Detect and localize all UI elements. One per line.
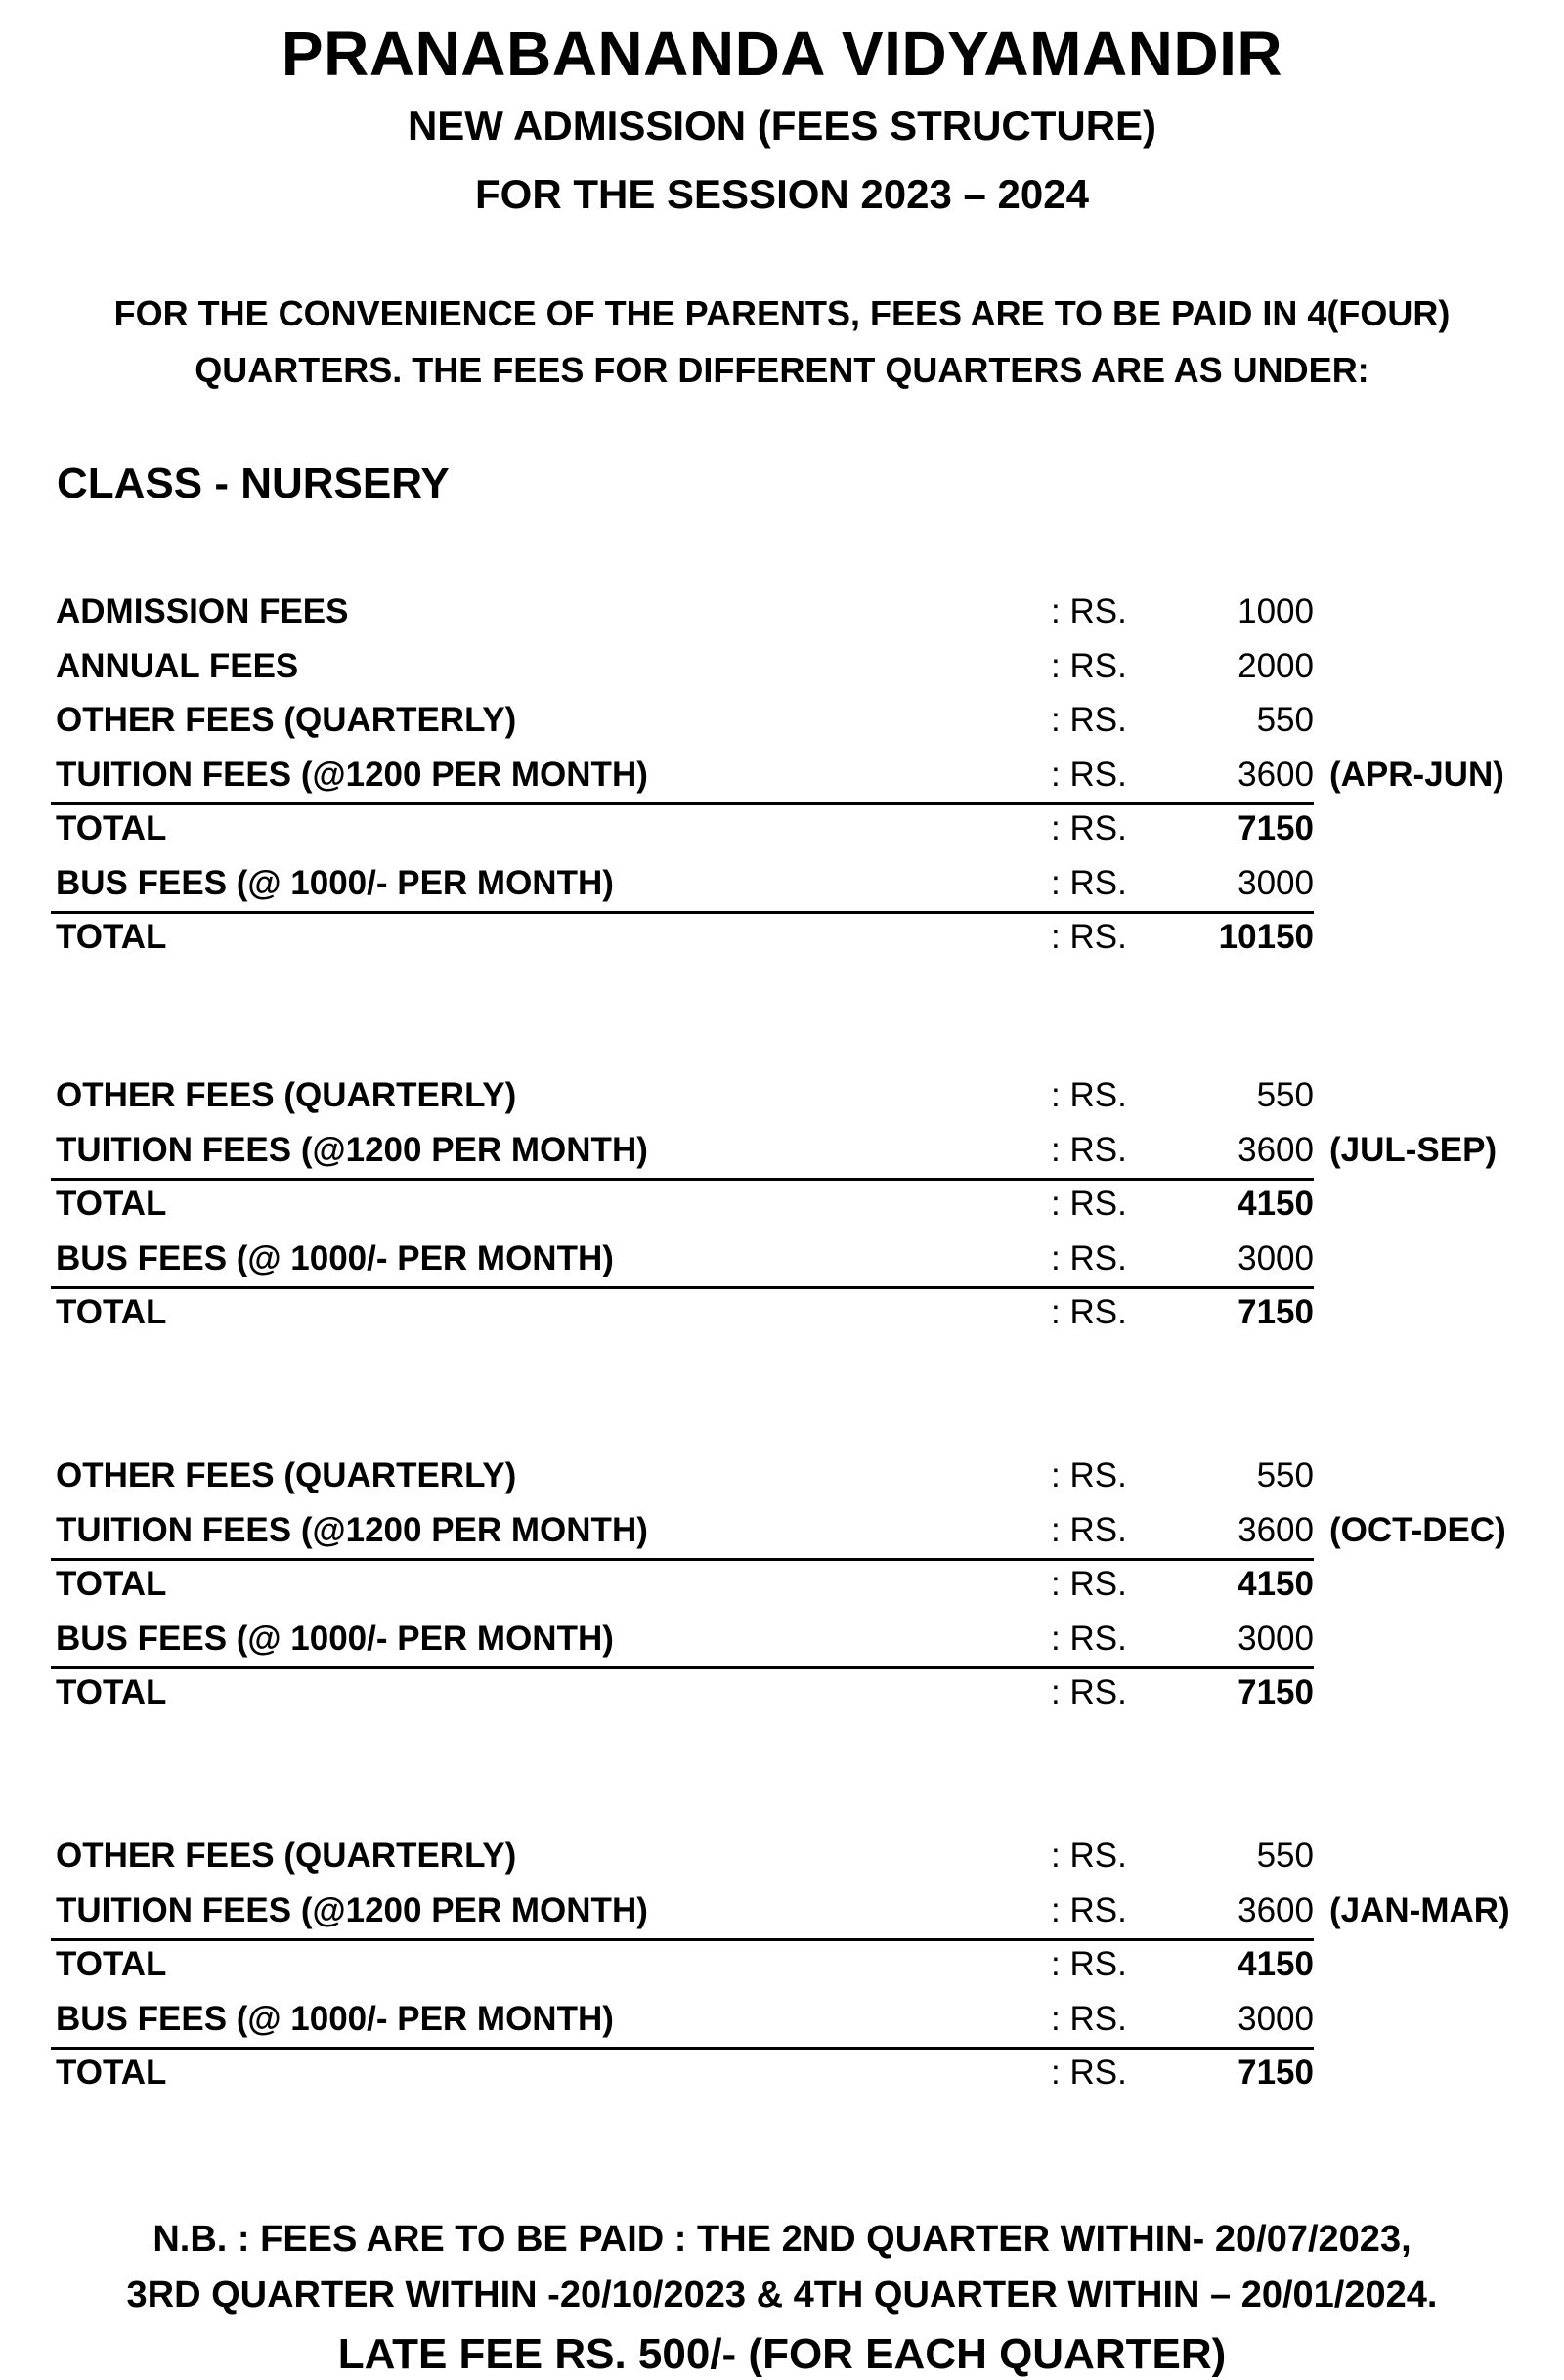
fee-amount: 550 xyxy=(1256,1456,1314,1494)
intro-line-1: FOR THE CONVENIENCE OF THE PARENTS, FEES ARE TO BE PAID IN 4(FOUR) xyxy=(113,293,1451,333)
fee-section-quarter-2 xyxy=(0,1070,1564,1342)
fee-label: OTHER FEES (QUARTERLY) xyxy=(56,1837,517,1875)
underline-rule xyxy=(51,2047,1314,2050)
fee-amount: 3000 xyxy=(1238,1999,1314,2038)
fee-amount: 7150 xyxy=(1238,2054,1314,2092)
fee-section-quarter-3 xyxy=(0,1450,1564,1722)
fee-section-quarter-4 xyxy=(0,1831,1564,2102)
fee-amount: 2000 xyxy=(1238,646,1314,685)
session-line: FOR THE SESSION 2023 – 2024 xyxy=(475,171,1089,217)
fee-label: TOTAL xyxy=(56,1293,167,1331)
fee-amount: 7150 xyxy=(1238,809,1314,847)
currency-separator: : RS. xyxy=(1051,1565,1127,1603)
fee-amount: 4150 xyxy=(1238,1945,1314,1983)
fee-row xyxy=(0,1885,1564,1940)
fee-label: TOTAL xyxy=(56,809,167,847)
fee-row xyxy=(0,1070,1564,1125)
fee-amount: 3000 xyxy=(1238,1238,1314,1277)
fee-label: TUITION FEES (@1200 PER MONTH) xyxy=(56,1890,648,1929)
fee-label: TOTAL xyxy=(56,1945,167,1983)
currency-separator: : RS. xyxy=(1051,1130,1127,1169)
document-subtitle: NEW ADMISSION (FEES STRUCTURE) xyxy=(407,103,1157,149)
fee-amount: 3600 xyxy=(1238,1130,1314,1169)
currency-separator: : RS. xyxy=(1051,592,1127,630)
fee-row xyxy=(0,803,1564,858)
currency-separator: : RS. xyxy=(1051,809,1127,847)
underline-rule xyxy=(51,802,1314,805)
currency-separator: : RS. xyxy=(1051,1999,1127,2038)
fee-row xyxy=(0,858,1564,913)
late-fee-note: LATE FEE RS. 500/- (FOR EACH QUARTER) xyxy=(337,2330,1227,2378)
currency-separator: : RS. xyxy=(1051,2054,1127,2092)
underline-rule xyxy=(51,1938,1314,1941)
fee-amount: 10150 xyxy=(1218,918,1314,956)
fee-label: TOTAL xyxy=(56,918,167,956)
quarter-period: (OCT-DEC) xyxy=(1329,1510,1506,1549)
fee-amount: 3000 xyxy=(1238,863,1314,902)
currency-separator: : RS. xyxy=(1051,1619,1127,1658)
fee-row xyxy=(0,912,1564,967)
fee-amount: 7150 xyxy=(1238,1673,1314,1711)
fee-row xyxy=(0,1939,1564,1994)
currency-separator: : RS. xyxy=(1051,701,1127,739)
underline-rule xyxy=(51,1178,1314,1181)
fee-label: TOTAL xyxy=(56,2054,167,2092)
quarter-period: (APR-JUN) xyxy=(1329,755,1504,794)
currency-separator: : RS. xyxy=(1051,1510,1127,1549)
currency-separator: : RS. xyxy=(1051,1185,1127,1223)
fee-amount: 3600 xyxy=(1238,1890,1314,1929)
fee-amount: 4150 xyxy=(1238,1565,1314,1603)
currency-separator: : RS. xyxy=(1051,646,1127,685)
currency-separator: : RS. xyxy=(1051,863,1127,902)
fee-row xyxy=(0,1994,1564,2049)
fee-label: TUITION FEES (@1200 PER MONTH) xyxy=(56,1510,648,1549)
fee-amount: 3600 xyxy=(1238,755,1314,794)
currency-separator: : RS. xyxy=(1051,1238,1127,1277)
currency-separator: : RS. xyxy=(1051,1293,1127,1331)
nb-line-2: 3RD QUARTER WITHIN -20/10/2023 & 4TH QUARTER WITHIN – 20/01/2024. xyxy=(126,2274,1438,2315)
fee-row xyxy=(0,1179,1564,1233)
fee-label: BUS FEES (@ 1000/- PER MONTH) xyxy=(56,1619,614,1658)
fee-label: BUS FEES (@ 1000/- PER MONTH) xyxy=(56,1238,614,1277)
fee-label: BUS FEES (@ 1000/- PER MONTH) xyxy=(56,863,614,902)
fee-amount: 3000 xyxy=(1238,1619,1314,1658)
currency-separator: : RS. xyxy=(1051,755,1127,794)
fee-label: TOTAL xyxy=(56,1565,167,1603)
fee-row xyxy=(0,750,1564,804)
fee-row xyxy=(0,586,1564,641)
fee-amount: 7150 xyxy=(1238,1293,1314,1331)
currency-separator: : RS. xyxy=(1051,1890,1127,1929)
fee-row xyxy=(0,1614,1564,1668)
fee-row xyxy=(0,695,1564,750)
fee-row xyxy=(0,2048,1564,2102)
underline-rule xyxy=(51,911,1314,914)
intro-line-2: QUARTERS. THE FEES FOR DIFFERENT QUARTERS ARE AS UNDER: xyxy=(195,350,1369,390)
currency-separator: : RS. xyxy=(1051,918,1127,956)
fee-label: OTHER FEES (QUARTERLY) xyxy=(56,1456,517,1494)
quarter-period: (JAN-MAR) xyxy=(1329,1890,1510,1929)
fee-label: TOTAL xyxy=(56,1673,167,1711)
fee-label: TOTAL xyxy=(56,1185,167,1223)
fee-row xyxy=(0,1667,1564,1722)
fee-amount: 550 xyxy=(1256,1837,1314,1875)
fee-amount: 1000 xyxy=(1238,592,1314,630)
fee-amount: 4150 xyxy=(1238,1185,1314,1223)
currency-separator: : RS. xyxy=(1051,1945,1127,1983)
fee-amount: 3600 xyxy=(1238,1510,1314,1549)
fee-label: TUITION FEES (@1200 PER MONTH) xyxy=(56,1130,648,1169)
fee-row xyxy=(0,1559,1564,1614)
fee-row xyxy=(0,1125,1564,1180)
fee-label: ANNUAL FEES xyxy=(56,646,299,685)
fee-label: OTHER FEES (QUARTERLY) xyxy=(56,1076,517,1114)
currency-separator: : RS. xyxy=(1051,1076,1127,1114)
underline-rule xyxy=(51,1666,1314,1669)
currency-separator: : RS. xyxy=(1051,1456,1127,1494)
fee-label: OTHER FEES (QUARTERLY) xyxy=(56,701,517,739)
currency-separator: : RS. xyxy=(1051,1673,1127,1711)
fee-row xyxy=(0,1831,1564,1885)
underline-rule xyxy=(51,1558,1314,1561)
fee-row xyxy=(0,1450,1564,1505)
fee-section-quarter-1 xyxy=(0,586,1564,967)
fee-amount: 550 xyxy=(1256,1076,1314,1114)
quarter-period: (JUL-SEP) xyxy=(1329,1130,1498,1169)
fee-amount: 550 xyxy=(1256,701,1314,739)
underline-rule xyxy=(51,1286,1314,1289)
fee-label: BUS FEES (@ 1000/- PER MONTH) xyxy=(56,1999,614,2038)
fee-row xyxy=(0,641,1564,696)
fee-row xyxy=(0,1505,1564,1560)
school-name: PRANABANANDA VIDYAMANDIR xyxy=(281,19,1283,89)
currency-separator: : RS. xyxy=(1051,1837,1127,1875)
fee-label: TUITION FEES (@1200 PER MONTH) xyxy=(56,755,648,794)
fee-label: ADMISSION FEES xyxy=(56,592,349,630)
class-label: CLASS - NURSERY xyxy=(57,459,450,507)
fee-row xyxy=(0,1233,1564,1288)
nb-line-1: N.B. : FEES ARE TO BE PAID : THE 2ND QUARTER WITHIN- 20/07/2023, xyxy=(152,2219,1412,2260)
fee-row xyxy=(0,1287,1564,1342)
